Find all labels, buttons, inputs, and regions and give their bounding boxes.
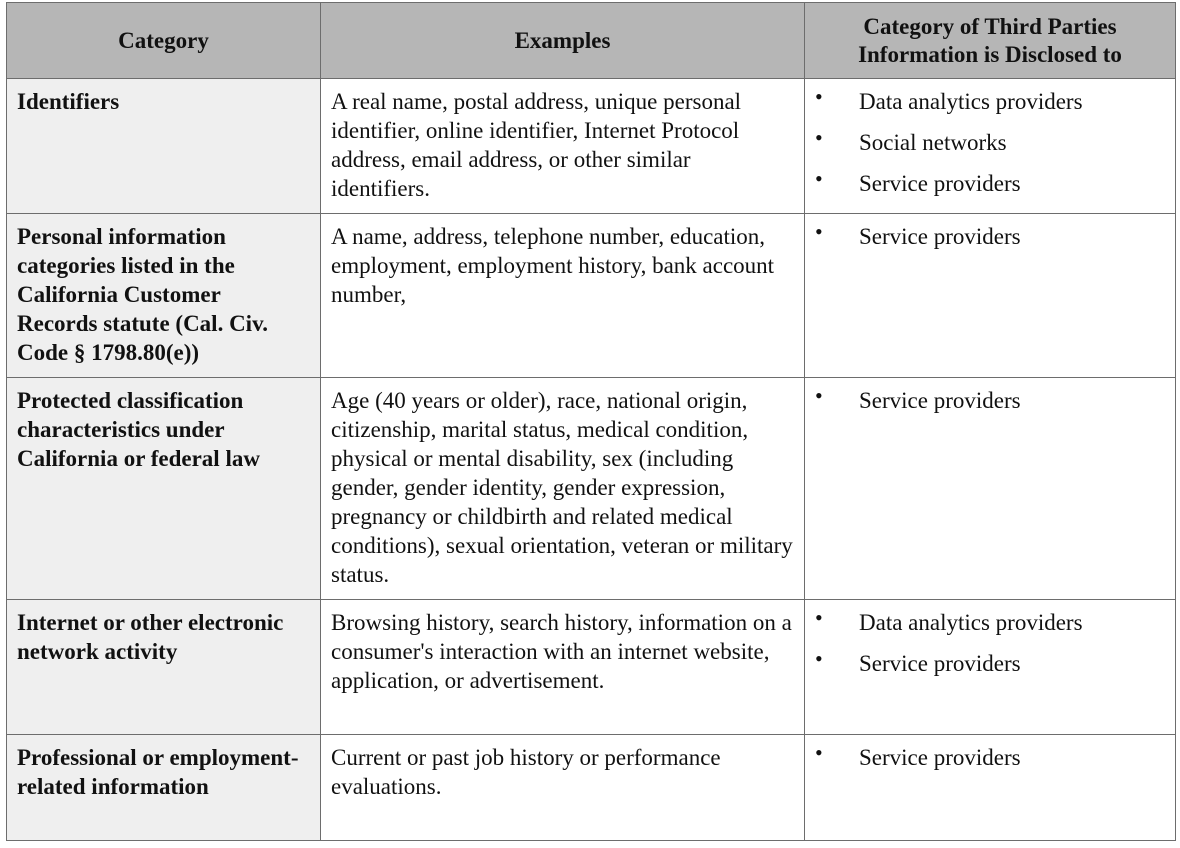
bullet-icon: • — [815, 219, 823, 244]
table-row — [7, 735, 1176, 841]
third-party-label: Data analytics providers — [859, 89, 1083, 114]
table-row — [7, 214, 1176, 378]
examples-cell: A name, address, telephone number, education, employment, employment history, bank account number, — [321, 214, 805, 378]
third-party-label: Service providers — [859, 224, 1021, 249]
third-party-label: Social networks — [859, 130, 1007, 155]
third-parties-cell — [805, 378, 1176, 600]
third-party-label: Service providers — [859, 171, 1021, 196]
examples-cell: Browsing history, search history, information on a consumer's interaction with an internet website, application, or advertisement. — [321, 600, 805, 735]
category-cell: Identifiers — [7, 79, 321, 214]
table-row — [7, 79, 1176, 214]
third-parties-cell — [805, 214, 1176, 378]
third-party-item — [815, 84, 1167, 116]
disclosure-table — [6, 2, 1176, 841]
third-party-label: Service providers — [859, 745, 1021, 770]
bullet-icon: • — [815, 740, 823, 765]
third-party-label: Data analytics providers — [859, 610, 1083, 635]
third-parties-list — [815, 383, 1167, 415]
third-party-item — [815, 125, 1167, 157]
header-third-parties: Category of Third Parties Information is Disclosed to — [805, 3, 1176, 79]
bullet-icon: • — [815, 605, 823, 630]
third-party-label: Service providers — [859, 388, 1021, 413]
table-row — [7, 600, 1176, 735]
category-cell: Protected classification characteristics under California or federal law — [7, 378, 321, 600]
third-parties-list — [815, 219, 1167, 251]
third-party-item — [815, 219, 1167, 251]
third-parties-list — [815, 740, 1167, 772]
third-party-item — [815, 740, 1167, 772]
third-parties-list — [815, 84, 1167, 198]
examples-cell: Age (40 years or older), race, national origin, citizenship, marital status, medical condition, physical or mental disability, sex (including gender, gender identity, gender expression, pregnancy or childbirth and related medical conditions), sexual orientation, veteran or military status. — [321, 378, 805, 600]
bullet-icon: • — [815, 166, 823, 191]
third-parties-cell — [805, 735, 1176, 841]
bullet-icon: • — [815, 125, 823, 150]
third-parties-cell — [805, 79, 1176, 214]
examples-cell: A real name, postal address, unique personal identifier, online identifier, Internet Protocol address, email address, or other similar identifiers. — [321, 79, 805, 214]
third-party-label: Service providers — [859, 651, 1021, 676]
third-parties-cell — [805, 600, 1176, 735]
examples-cell: Current or past job history or performance evaluations. — [321, 735, 805, 841]
third-parties-list — [815, 605, 1167, 678]
third-party-item — [815, 166, 1167, 198]
bullet-icon: • — [815, 84, 823, 109]
header-row — [7, 3, 1176, 79]
bullet-icon: • — [815, 383, 823, 408]
category-cell: Internet or other electronic network activity — [7, 600, 321, 735]
header-category: Category — [7, 3, 321, 79]
bullet-icon: • — [815, 646, 823, 671]
third-party-item — [815, 646, 1167, 678]
header-examples: Examples — [321, 3, 805, 79]
third-party-item — [815, 605, 1167, 637]
third-party-item — [815, 383, 1167, 415]
table-row — [7, 378, 1176, 600]
category-cell: Professional or employment-related information — [7, 735, 321, 841]
category-cell: Personal information categories listed in the California Customer Records statute (Cal. Civ. Code § 1798.80(e)) — [7, 214, 321, 378]
